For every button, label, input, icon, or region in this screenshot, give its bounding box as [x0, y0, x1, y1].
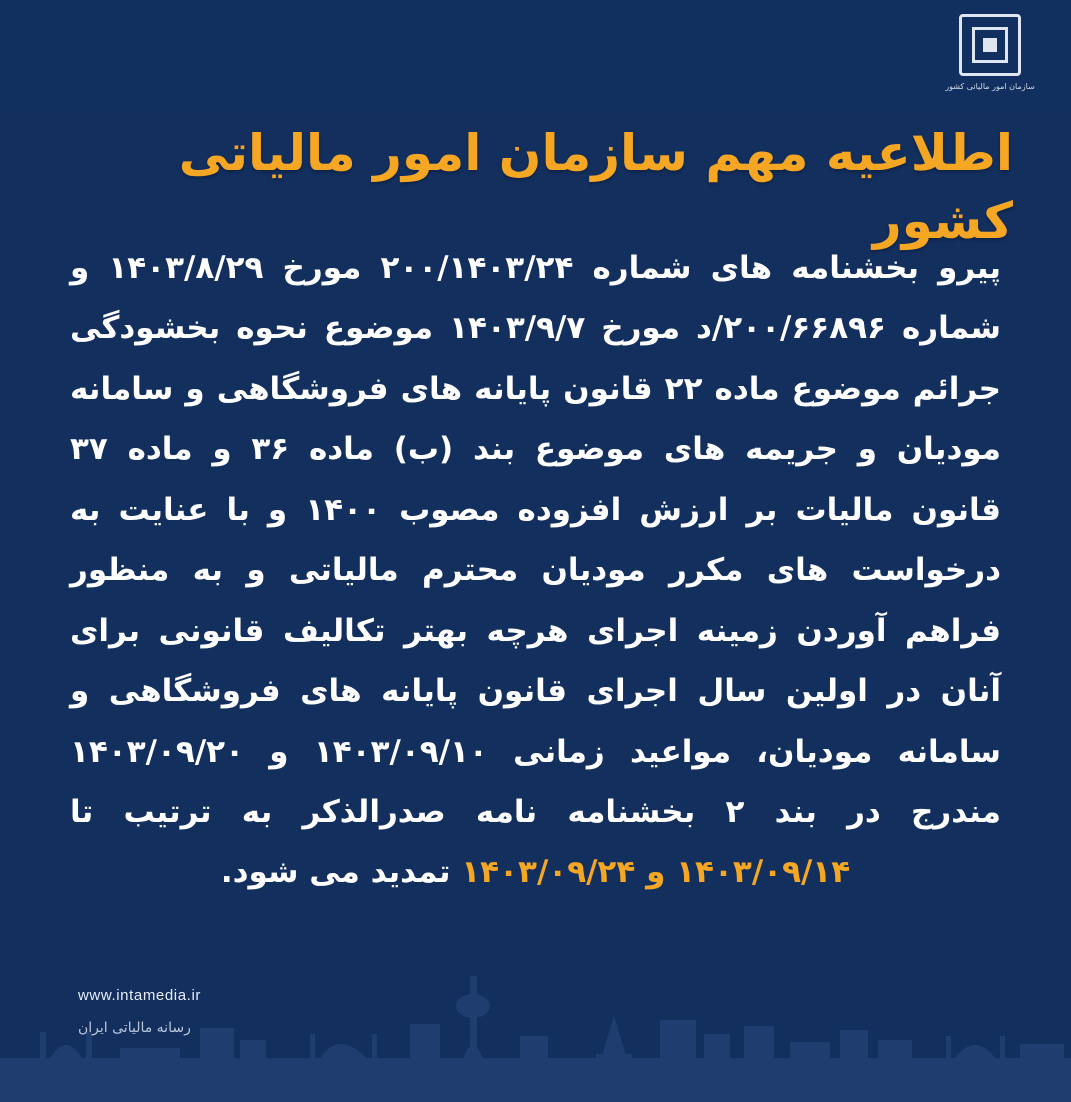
body-part-1: پیرو بخشنامه های شماره ۲۰۰/۱۴۰۳/۲۴ مورخ ۱۴۰۳/۸/۲۹ و شماره ۲۰۰/۶۶۸۹۶/د مورخ ۱۴۰۳/۹/۷ موضوع نحوه بخشودگی جرائم موضوع ماده ۲۲ قانون پایانه های فروشگاهی و سامانه مودیان و جریمه های موضوع بند (ب) ماده ۳۶ و ماده ۳۷ قانون مالیات بر ارزش افزوده مصوب ۱۴۰۰ و با عنایت به درخواست های مکرر مودیان محترم مالیاتی و به منظور فراهم آوردن زمینه اجرای هرچه بهتر تکالیف قانونی برای آنان در اولین سال اجرای قانون پایانه های فروشگاهی و سامانه مودیان، مواعید زمانی ۱۴۰۳/۰۹/۱۰ و ۱۴۰۳/۰۹/۲۰ مندرج در بند ۲ بخشنامه نامه صدرالذکر به ترتیب تا [70, 250, 1002, 830]
body-part-2: تمدید می شود. [220, 854, 462, 891]
body-highlight-dates: ۱۴۰۳/۰۹/۱۴ و ۱۴۰۳/۰۹/۲۴ [461, 854, 851, 891]
top-band [0, 0, 1071, 110]
page-title: اطلاعیه مهم سازمان امور مالیاتی کشور [178, 124, 1013, 250]
logo-caption: سازمان امور مالیاتی کشور [945, 82, 1035, 91]
poster-footer [0, 912, 1071, 1102]
announcement-body [70, 238, 1001, 903]
media-label: رسانه مالیاتی ایران [78, 1020, 191, 1036]
tax-organization-emblem-icon [959, 14, 1021, 76]
website-url[interactable]: www.intamedia.ir [78, 987, 201, 1004]
organization-logo [947, 14, 1033, 106]
